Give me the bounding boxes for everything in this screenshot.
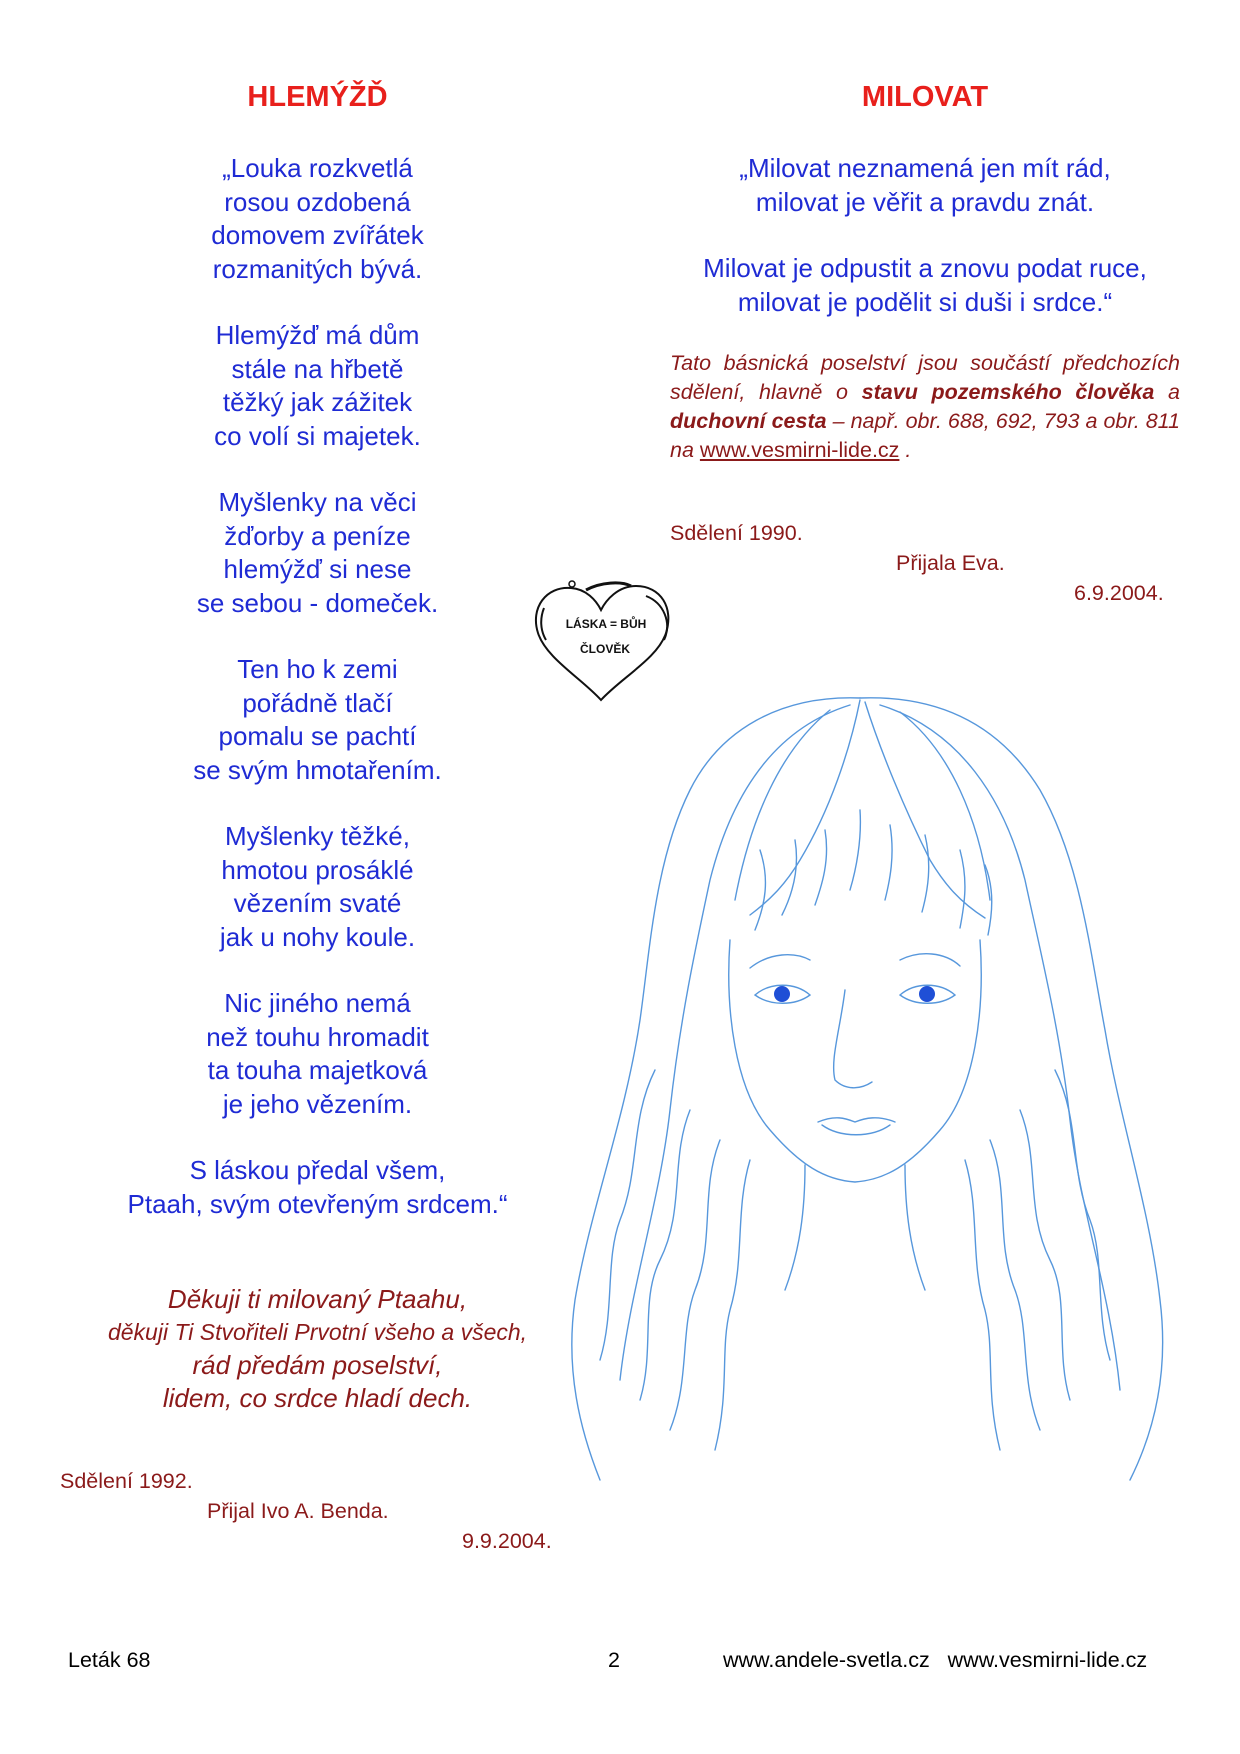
leaflet-number: Leták 68 xyxy=(68,1648,151,1672)
verse-line: co volí si majetek. xyxy=(214,420,421,451)
verse-line: než touhu hromadit xyxy=(206,1021,429,1052)
note-text: – např. obr. 688, 692, 793 a obr. 811 na xyxy=(670,409,1181,462)
verse-line: milovat je věřit a pravdu znát. xyxy=(755,186,1095,217)
verse-line: S láskou předal všem, xyxy=(189,1155,446,1185)
verse-line: Myšlenky na věci xyxy=(218,487,417,517)
thanks-line: rád předám poselství, xyxy=(192,1350,443,1380)
stanza xyxy=(60,1154,575,1221)
source-left: Sdělení 1992. xyxy=(60,1469,193,1493)
verse-line: vězením svaté xyxy=(233,888,402,918)
verse-line: Milovat je odpustit a znovu podat ruce, xyxy=(703,253,1147,283)
vesmirni-lide-link[interactable]: www.vesmirni-lide.cz xyxy=(699,438,900,462)
note-bold: duchovní cesta xyxy=(670,409,827,433)
stanza xyxy=(60,987,575,1121)
poem-title-milovat: MILOVAT xyxy=(861,81,989,113)
verse-line: je jeho vězením. xyxy=(222,1088,413,1119)
portrait-drawing xyxy=(560,690,1180,1490)
stanza xyxy=(670,152,1180,219)
verse-line: milovat je podělit si duši i srdce.“ xyxy=(737,286,1113,317)
verse-line: rosou ozdobená xyxy=(224,186,411,217)
stanza xyxy=(60,820,575,954)
stanza xyxy=(60,152,575,286)
left-column xyxy=(60,70,575,1415)
emblem-line-1: LÁSKA = BŮH xyxy=(565,617,647,631)
verse-line: „Louka rozkvetlá xyxy=(222,153,413,183)
thanks-line: Děkuji ti milovaný Ptaahu, xyxy=(167,1284,468,1314)
verse-line: pořádně tlačí xyxy=(242,687,393,718)
date-right: 6.9.2004. xyxy=(1074,581,1164,605)
verse-line: hmotou prosáklé xyxy=(221,854,414,885)
stanza xyxy=(60,486,575,620)
verse-line: pomalu se pachtí xyxy=(218,721,417,751)
thanks-line: lidem, co srdce hladí dech. xyxy=(162,1383,473,1413)
thanks-line: děkuji Ti Stvořiteli Prvotní všeho a všech, xyxy=(107,1319,528,1345)
verse-line: domovem zvířátek xyxy=(211,220,424,250)
verse-line: se svým hmotařením. xyxy=(193,754,442,785)
note-bold: stavu pozemského člověka xyxy=(861,380,1155,404)
source-right: Sdělení 1990. xyxy=(670,521,803,545)
note-text: Tato básnická poselství jsou součástí předchozích sdělení, hlavně o xyxy=(670,351,1180,404)
verse-line: Nic jiného nemá xyxy=(224,988,411,1018)
stanza xyxy=(60,319,575,453)
page-number: 2 xyxy=(608,1648,620,1672)
stanza xyxy=(670,252,1180,319)
verse-line: těžký jak zážitek xyxy=(222,387,413,417)
poem-title-hlemyzd: HLEMÝŽĎ xyxy=(247,81,388,113)
note-text: a xyxy=(1168,380,1180,404)
verse-line: ta touha majetková xyxy=(207,1055,428,1085)
verse-line: jak u nohy koule. xyxy=(219,921,416,952)
received-by-left: Přijal Ivo A. Benda. xyxy=(207,1499,389,1523)
emblem-line-2: ČLOVĚK xyxy=(579,642,631,656)
source-note xyxy=(670,349,1180,465)
verse-line: žďorby a peníze xyxy=(224,520,411,551)
verse-line: Ten ho k zemi xyxy=(237,654,398,684)
verse-line: Myšlenky těžké, xyxy=(225,821,410,851)
right-column xyxy=(670,70,1180,465)
verse-line: stále na hřbetě xyxy=(231,353,404,384)
verse-line: rozmanitých bývá. xyxy=(212,253,423,284)
thanksgiving xyxy=(60,1283,575,1415)
date-left: 9.9.2004. xyxy=(462,1529,552,1553)
verse-line: „Milovat neznamená jen mít rád, xyxy=(739,153,1111,183)
received-by-right: Přijala Eva. xyxy=(896,551,1005,575)
verse-line: Ptaah, svým otevřeným srdcem.“ xyxy=(127,1188,508,1219)
footer-websites: www.andele-svetla.cz www.vesmirni-lide.cz xyxy=(723,1648,1148,1672)
verse-line: hlemýžď si nese xyxy=(223,554,412,584)
stanza xyxy=(60,653,575,787)
verse-line: se sebou - domeček. xyxy=(196,587,439,618)
heart-emblem xyxy=(526,578,676,706)
verse-line: Hlemýžď má dům xyxy=(215,320,420,350)
note-text: . xyxy=(905,438,912,462)
